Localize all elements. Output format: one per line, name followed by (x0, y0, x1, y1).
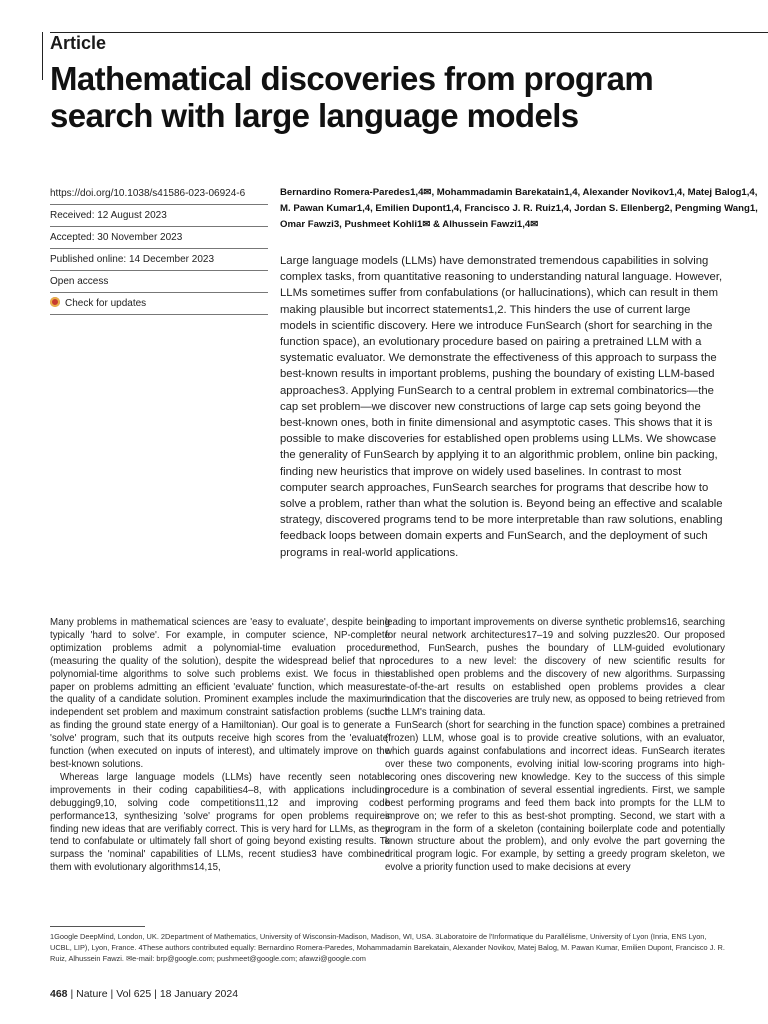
top-rule (50, 32, 768, 33)
body-paragraph: Whereas large language models (LLMs) have recently seen notable improvements in their coding capabilities4–8, with applications including debugging9,10, solving code competitions11,12 and improving code performance13, synthesizing 'solve' programs for open problems requires finding new ideas that are verifiably correct. This is very hard for LLMs, as they tend to confabulate or ultimately fall short of going beyond existing results. To surpass the 'nominal' capabilities of LLMs, recent studies3 have combined them with evolutionary algorithms14,15, (50, 771, 390, 874)
page-footer (50, 988, 238, 1000)
page-title: Mathematical discoveries from program search with large language models (50, 60, 654, 134)
issue-date: 18 January 2024 (159, 988, 239, 1000)
footer-separator: | (154, 988, 160, 1000)
body-paragraph: Many problems in mathematical sciences are 'easy to evaluate', despite being typically 'hard to solve'. For example, in computer science, NP-complete optimization problems admit a polynomial-time evaluation procedure (measuring the quality of the solution), despite the widespread belief that no polynomial-time algorithms to solve such problems exist. We focus in this paper on problems admitting an efficient 'evaluate' function, which measures the quality of a candidate solution. Prominent examples include the maximum independent set problem and maximum constraint satisfaction problems (such as finding the ground state energy of a Hamiltonian). Our goal is to generate a 'solve' program, such that its outputs receive high scores from the 'evaluate' function (when executed on inputs of interest), and ultimately improve on the best-known solutions. (50, 617, 390, 770)
accepted-date: Accepted: 30 November 2023 (50, 227, 268, 249)
received-date: Received: 12 August 2023 (50, 205, 268, 227)
open-access-label: Open access (50, 271, 268, 293)
check-updates-label: Check for updates (65, 298, 147, 309)
author-list: Bernardino Romera-Paredes1,4✉, Mohammadamin Barekatain1,4, Alexander Novikov1,4, Matej Balog1,4, M. Pawan Kumar1,4, Emilien Dupont1,4, Francisco J. R. Ruiz1,4, Jordan S. Ellenberg2, Pengming Wang1, Omar Fawzi3, Pushmeet Kohli1✉ & Alhussein Fawzi1,4✉ (280, 187, 758, 230)
volume: Vol 625 (116, 988, 152, 1000)
journal-name: Nature (76, 988, 108, 1000)
left-rule (42, 32, 43, 80)
footer-separator: | (70, 988, 77, 1000)
page-number: 468 (50, 988, 68, 1000)
footnote-divider (50, 926, 145, 927)
check-for-updates-link[interactable] (50, 293, 268, 315)
article-metadata (50, 183, 268, 315)
body-paragraph: FunSearch (short for searching in the function space) combines a pretrained (frozen) LLM, whose goal is to provide creative solutions, with an evaluator, which guards against confabulations and incorrect ideas. FunSearch iterates over these two components, evolving initial low-scoring programs into high-scoring ones discovering new knowledge. Key to the success of this simple procedure is a combination of several essential ingredients. First, we sample best performing programs and feed them back into prompts for the LLM to improve on; we refer to this as best-shot prompting. Second, we start with a program in the form of a skeleton (containing boilerplate code and potentially known structure about the problem), and only evolve the part governing the critical program logic. For example, by setting a greedy program skeleton, we evolve a priority function used to make decisions at every (385, 720, 725, 874)
body-paragraph: leading to important improvements on diverse synthetic problems16, searching for neural network architectures17–19 and solving puzzles20. Our proposed method, FunSearch, pushes the boundary of LLM-guided evolutionary procedures to a new level: the discovery of new scientific results for established open problems and the discovery of new algorithms. Surpassing state-of-the-art results on established open problems provides a clear indication that the discoveries are truly new, as opposed to being retrieved from the LLM's training data. (385, 617, 725, 719)
check-updates-icon (50, 297, 60, 307)
body-column-right (385, 617, 725, 875)
abstract: Large language models (LLMs) have demonstrated tremendous capabilities in solving complex tasks, from quantitative reasoning to understanding natural language. However, LLMs sometimes suffer from confabulations (or hallucinations), which can result in them making plausible but incorrect statements1,2. This hinders the use of current large models in scientific discovery. Here we introduce FunSearch (short for searching in the function space), an evolutionary procedure based on pairing a pretrained LLM with a systematic evaluator. We demonstrate the effectiveness of this approach to surpass the best-known results in important problems, pushing the boundary of existing LLM-based approaches3. Applying FunSearch to a central problem in extremal combinatorics—the cap set problem—we discover new constructions of large cap sets going beyond the best-known ones, both in finite dimensional and asymptotic cases. This shows that it is possible to make discoveries for established open problems using LLMs. We showcase the generality of FunSearch by applying it to an algorithmic problem, online bin packing, finding new heuristics that improve on widely used baselines. In contrast to most computer search approaches, FunSearch searches for programs that describe how to solve a problem, rather than what the solution is. Beyond being an effective and scalable strategy, discovered programs tend to be more interpretable than raw solutions, enabling feedback loops between domain experts and FunSearch, and the deployment of such programs in real-world applications. (280, 255, 723, 559)
article-label: Article (50, 33, 107, 53)
doi-link[interactable]: https://doi.org/10.1038/s41586-023-06924-6 (50, 183, 268, 205)
affiliations-footnote: 1Google DeepMind, London, UK. 2Department of Mathematics, University of Wisconsin-Madison, Madison, WI, USA. 3Laboratoire de l'Informatique du Parallélisme, University of Lyon (Inria, ENS Lyon, UCBL, LIP), Lyon, France. 4These authors contributed equally: Bernardino Romera-Paredes, Mohammadamin Barekatain, Alexander Novikov, Matej Balog, M. Pawan Kumar, Emilien Dupont, Francisco J. R. Ruiz, Alhussein Fawzi. ✉e-mail: brp@google.com; pushmeet@google.com; afawzi@google.com (50, 932, 725, 963)
published-date: Published online: 14 December 2023 (50, 249, 268, 271)
body-column-left (50, 617, 390, 875)
footer-separator: | (110, 988, 117, 1000)
